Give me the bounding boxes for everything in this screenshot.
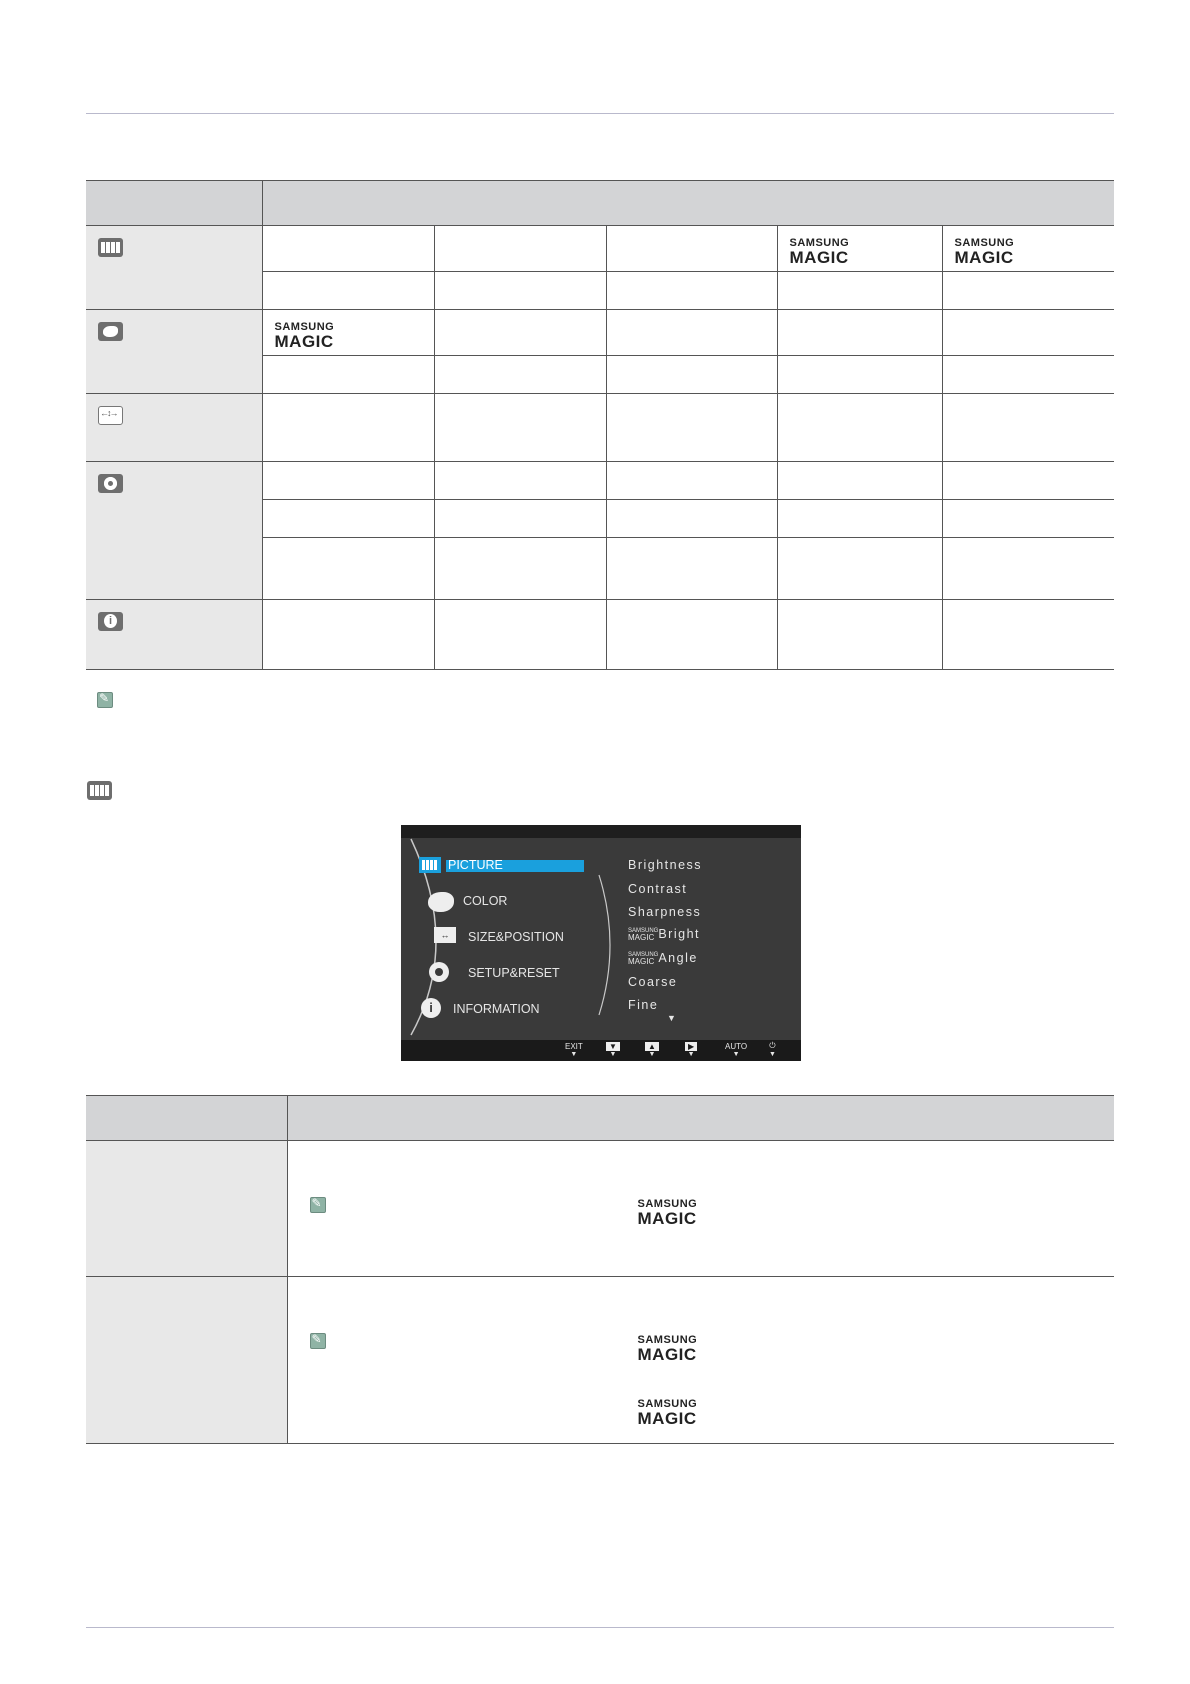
osd-submenu-contrast[interactable]: Contrast bbox=[628, 882, 688, 896]
osd-menu-screenshot bbox=[401, 825, 801, 1061]
samsung-magic-small-logo: SAMSUNG bbox=[628, 951, 659, 958]
osd-submenu-brightness[interactable]: Brightness bbox=[628, 858, 703, 872]
osd-submenu-magic-bright[interactable]: SAMSUNG MAGIC Bright bbox=[628, 927, 700, 942]
osd-exit-button[interactable]: EXIT ▼ bbox=[565, 1042, 583, 1058]
color-palette-icon bbox=[428, 892, 454, 912]
table-row bbox=[86, 394, 1114, 462]
samsung-magic-logo: SAMSUNG MAGIC bbox=[274, 321, 335, 351]
table-cell bbox=[777, 500, 942, 538]
header-cell-description bbox=[287, 1096, 1114, 1141]
samsung-magic-logo: SAMSUNG MAGIC bbox=[954, 237, 1015, 267]
table-cell bbox=[287, 1277, 1114, 1444]
table-cell bbox=[262, 500, 434, 538]
table-cell bbox=[942, 272, 1114, 310]
osd-menu-item-color[interactable]: COLOR bbox=[463, 894, 508, 908]
osd-menu-item-information[interactable]: INFORMATION bbox=[453, 1002, 540, 1016]
osd-menu-item-picture[interactable]: PICTURE bbox=[448, 858, 503, 872]
table-cell bbox=[434, 538, 606, 600]
scroll-down-arrow-icon: ▼ bbox=[667, 1013, 676, 1023]
osd-menu-item-setup-reset[interactable]: SETUP&RESET bbox=[468, 966, 560, 980]
info-icon: i bbox=[421, 998, 441, 1018]
table-cell bbox=[606, 462, 777, 500]
table-cell bbox=[777, 394, 942, 462]
picture-icon bbox=[419, 857, 441, 873]
row-label-setup-reset bbox=[86, 462, 262, 600]
table-cell bbox=[942, 310, 1114, 356]
osd-up-button[interactable]: ▲ ▼ bbox=[645, 1042, 659, 1058]
table-cell bbox=[777, 462, 942, 500]
table-cell bbox=[262, 356, 434, 394]
osd-submenu-magic-angle[interactable]: SAMSUNG MAGIC Angle bbox=[628, 951, 698, 966]
table-cell bbox=[777, 600, 942, 670]
osd-auto-button[interactable]: AUTO ▼ bbox=[725, 1042, 748, 1058]
row-label-contrast bbox=[86, 1277, 287, 1444]
osd-down-button[interactable]: ▼ ▼ bbox=[606, 1042, 620, 1058]
table-row bbox=[86, 462, 1114, 500]
row-label-color bbox=[86, 310, 262, 394]
table-cell bbox=[942, 600, 1114, 670]
table-cell bbox=[606, 394, 777, 462]
row-label-picture bbox=[86, 226, 262, 310]
samsung-magic-logo: SAMSUNG MAGIC bbox=[789, 237, 850, 267]
table-header-row bbox=[86, 1096, 1114, 1141]
picture-menu-table bbox=[86, 1095, 1114, 1444]
row-label-size-position bbox=[86, 394, 262, 462]
row-label-brightness bbox=[86, 1141, 287, 1277]
note-icon bbox=[310, 1333, 326, 1349]
table-cell bbox=[262, 538, 434, 600]
table-cell bbox=[434, 356, 606, 394]
table-cell bbox=[262, 394, 434, 462]
osd-power-button[interactable]: ⏻ ▼ bbox=[769, 1041, 776, 1058]
right-arrow-icon: ▶ bbox=[685, 1042, 697, 1051]
down-arrow-icon: ▼ bbox=[606, 1042, 620, 1051]
table-header-row bbox=[86, 181, 1114, 226]
power-icon: ⏻ bbox=[769, 1041, 776, 1050]
table-cell bbox=[434, 462, 606, 500]
table-row bbox=[86, 600, 1114, 670]
size-position-icon bbox=[98, 406, 123, 425]
table-cell bbox=[606, 600, 777, 670]
gear-icon bbox=[429, 962, 449, 982]
osd-enter-button[interactable]: ▶ ▼ bbox=[685, 1042, 697, 1058]
header-cell-menu bbox=[86, 181, 262, 226]
table-cell bbox=[942, 394, 1114, 462]
table-row bbox=[86, 1141, 1114, 1277]
size-position-icon: ↔ bbox=[434, 927, 456, 943]
up-arrow-icon: ▲ bbox=[645, 1042, 659, 1051]
table-cell bbox=[434, 500, 606, 538]
table-cell bbox=[434, 310, 606, 356]
table-cell bbox=[606, 538, 777, 600]
note-icon bbox=[97, 692, 113, 708]
osd-submenu-coarse[interactable]: Coarse bbox=[628, 975, 678, 989]
osd-submenu-sharpness[interactable]: Sharpness bbox=[628, 905, 702, 919]
gear-icon bbox=[98, 474, 123, 493]
table-row bbox=[86, 1277, 1114, 1444]
header-cell-menu bbox=[86, 1096, 287, 1141]
osd-submenu-fine[interactable]: Fine bbox=[628, 998, 659, 1012]
header-cell-submenu bbox=[262, 181, 1114, 226]
table-cell bbox=[777, 226, 942, 272]
table-cell bbox=[606, 272, 777, 310]
samsung-magic-logo: SAMSUNG MAGIC bbox=[637, 1198, 698, 1228]
picture-icon bbox=[87, 781, 112, 800]
note-icon bbox=[310, 1197, 326, 1213]
table-cell bbox=[434, 226, 606, 272]
table-row bbox=[86, 310, 1114, 356]
color-palette-icon bbox=[98, 322, 123, 341]
table-cell bbox=[606, 500, 777, 538]
table-cell bbox=[942, 226, 1114, 272]
table-cell bbox=[942, 538, 1114, 600]
table-cell bbox=[777, 538, 942, 600]
table-cell bbox=[434, 600, 606, 670]
table-cell bbox=[262, 310, 434, 356]
table-cell bbox=[942, 500, 1114, 538]
bottom-rule bbox=[86, 1627, 1114, 1628]
menu-overview-table bbox=[86, 180, 1114, 670]
picture-icon bbox=[98, 238, 123, 257]
table-cell bbox=[262, 462, 434, 500]
table-cell bbox=[262, 272, 434, 310]
samsung-magic-small-logo: SAMSUNG bbox=[628, 927, 659, 934]
row-label-information bbox=[86, 600, 262, 670]
samsung-magic-logo: SAMSUNG MAGIC bbox=[637, 1398, 698, 1428]
table-cell bbox=[942, 356, 1114, 394]
table-cell bbox=[606, 310, 777, 356]
samsung-magic-logo: SAMSUNG MAGIC bbox=[637, 1334, 698, 1364]
osd-menu-item-size-position[interactable]: SIZE&POSITION bbox=[468, 930, 564, 944]
table-cell bbox=[777, 310, 942, 356]
table-cell bbox=[434, 394, 606, 462]
table-cell bbox=[606, 356, 777, 394]
table-cell bbox=[262, 226, 434, 272]
table-cell bbox=[262, 600, 434, 670]
table-row bbox=[86, 226, 1114, 272]
info-icon bbox=[98, 612, 123, 631]
table-cell bbox=[777, 356, 942, 394]
table-cell bbox=[942, 462, 1114, 500]
table-cell bbox=[434, 272, 606, 310]
table-cell bbox=[606, 226, 777, 272]
top-rule bbox=[86, 113, 1114, 114]
table-cell bbox=[777, 272, 942, 310]
table-cell bbox=[287, 1141, 1114, 1277]
